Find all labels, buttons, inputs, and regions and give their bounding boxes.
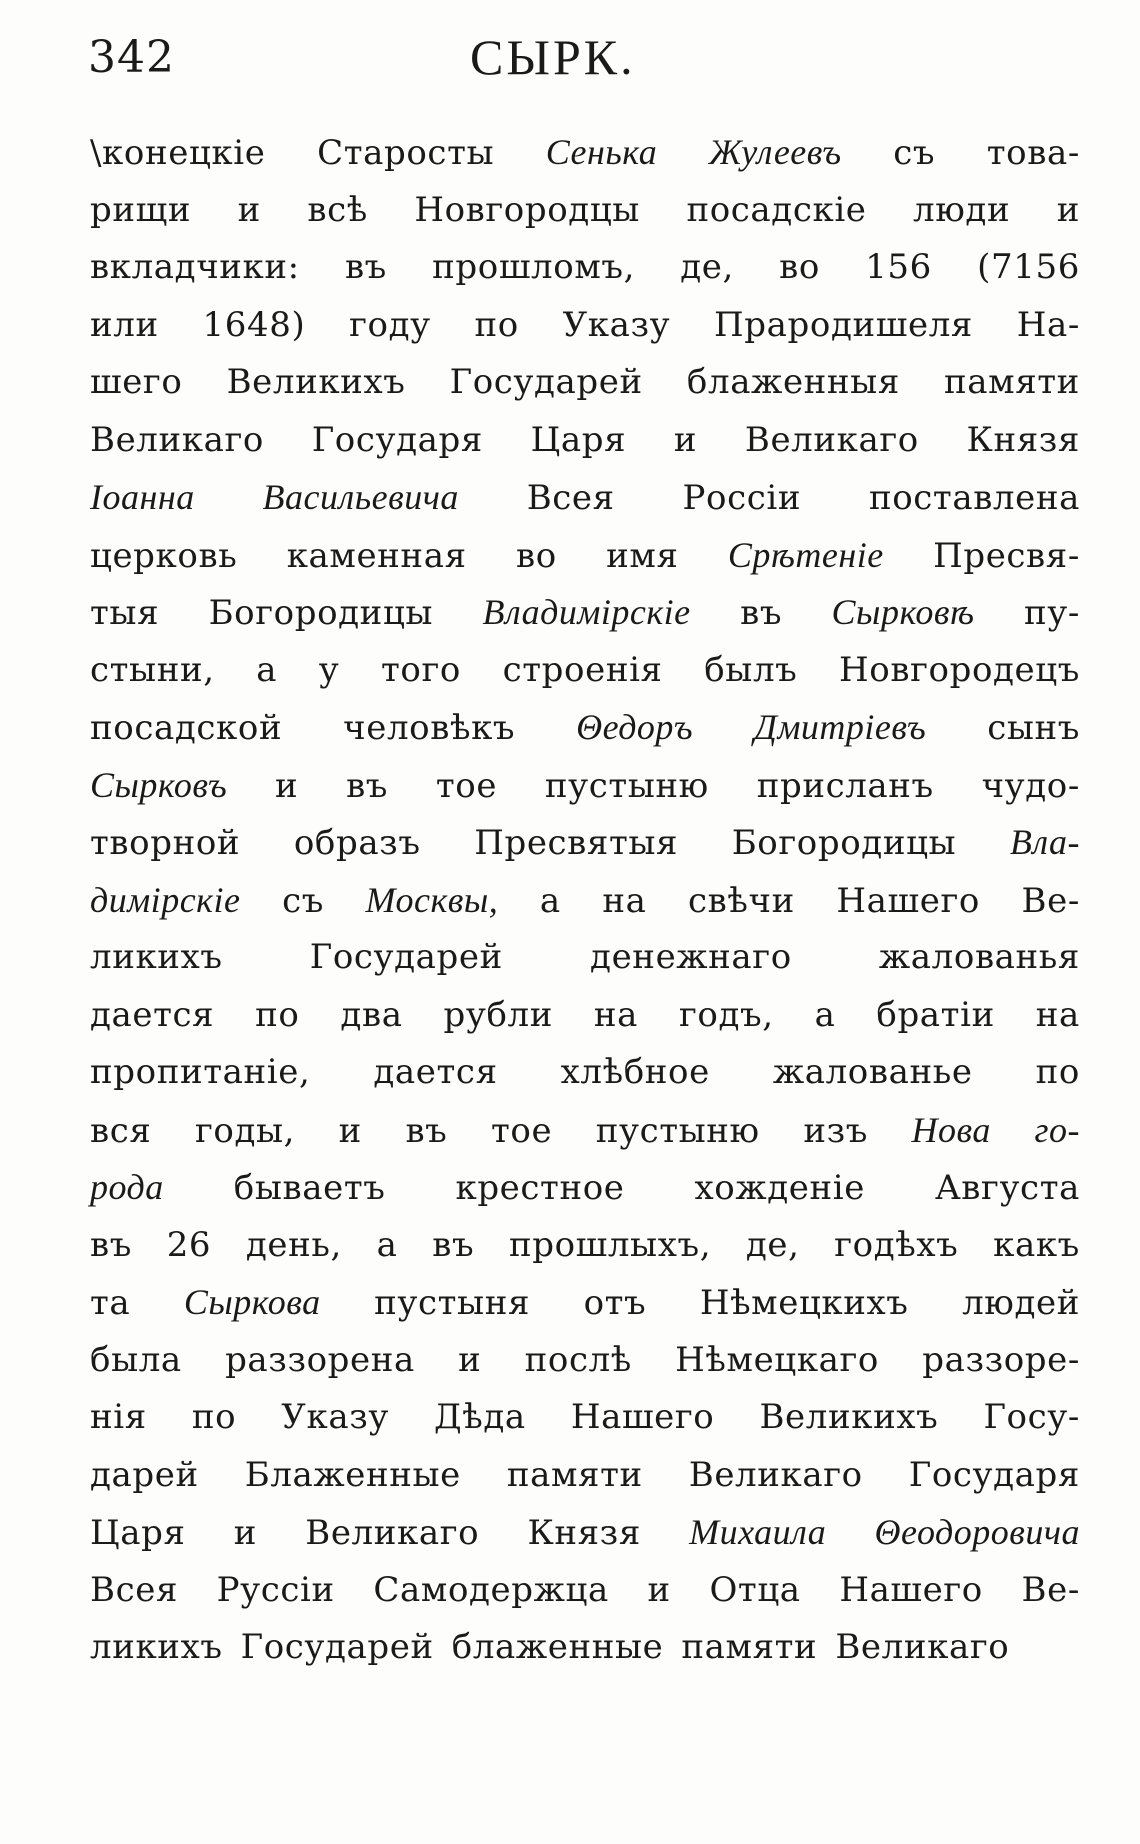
word: и [647, 1569, 671, 1610]
word: а [814, 994, 836, 1035]
word: была [90, 1339, 182, 1380]
italic-word: Дмитріевъ [754, 707, 927, 747]
word: по [1035, 1052, 1080, 1092]
page-number: 342 [88, 32, 175, 83]
word: и [458, 1339, 482, 1380]
word: въ [344, 247, 387, 287]
italic-word: Сыркова [183, 1282, 321, 1322]
word: Великаго [90, 419, 264, 460]
word: образъ [293, 823, 421, 863]
word: де, [680, 247, 734, 287]
text-line [90, 1619, 1080, 1677]
word: а [539, 880, 561, 921]
text-line [90, 1044, 1080, 1102]
word: (7156 [977, 247, 1080, 287]
text-line [90, 297, 1080, 355]
word: посадскіе [686, 189, 867, 230]
text-line [90, 757, 1080, 815]
word: вкладчики: [90, 247, 300, 287]
text-line [90, 1274, 1080, 1332]
word: жалованье [772, 1052, 973, 1092]
word: 156 [865, 247, 932, 287]
word: посадской [90, 708, 283, 748]
word: Царя [90, 1513, 186, 1553]
word: Ве- [1021, 1569, 1080, 1610]
word: тыя [90, 593, 160, 633]
word: Богородицы [731, 823, 957, 863]
word: братіи [876, 994, 995, 1035]
word: день, [245, 1224, 342, 1265]
word: по [191, 1397, 237, 1437]
word: жалованья [878, 937, 1080, 977]
text-line [90, 987, 1080, 1045]
word: всѣ [307, 189, 368, 230]
word: во [779, 247, 820, 287]
text-line [90, 1562, 1080, 1620]
word: Князя [527, 1513, 641, 1553]
text-line [90, 469, 1080, 527]
word: Самодержца [373, 1569, 609, 1610]
word: церковь [90, 535, 238, 576]
word: изъ [803, 1110, 868, 1151]
word: раззоре- [922, 1339, 1080, 1380]
word: прошлыхъ, [508, 1224, 712, 1265]
italic-word: Θедоръ [576, 707, 694, 747]
word: Нашего [839, 1569, 983, 1610]
word: вся [90, 1110, 152, 1151]
word: въ [740, 593, 783, 633]
word: крестное [455, 1168, 625, 1208]
word: стыни, [90, 649, 215, 690]
word: во [515, 535, 557, 576]
word: годы, [194, 1110, 296, 1151]
word: годѣхъ [834, 1224, 959, 1265]
word: въ [90, 1224, 132, 1265]
word: Царя [530, 419, 627, 460]
text-line [90, 1217, 1080, 1275]
word: и [338, 1110, 362, 1151]
word: \конецкіе [90, 133, 266, 173]
word: и [275, 765, 299, 806]
text-line [90, 412, 1080, 470]
italic-word: рода [90, 1167, 164, 1207]
word: отъ [583, 1283, 647, 1323]
word: Государей [240, 1627, 434, 1667]
word: Нашего [836, 880, 980, 921]
word: та [90, 1283, 131, 1323]
word: памяти [506, 1454, 643, 1495]
word: денежнаго [590, 937, 792, 977]
word: Нѣмецкихъ [699, 1283, 909, 1323]
word: Прародишеля [714, 304, 973, 345]
word: поставлена [868, 478, 1080, 518]
word: дарей [90, 1454, 199, 1495]
text-line [90, 124, 1080, 182]
italic-word: Жулеевъ [708, 132, 842, 172]
word: Великихъ [759, 1397, 939, 1437]
word: де, [745, 1224, 800, 1265]
word: рищи [90, 189, 192, 230]
word: Государя [311, 419, 483, 460]
text-line [90, 182, 1080, 240]
word: Госу- [983, 1397, 1080, 1437]
word: Великаго [835, 1627, 1010, 1667]
word: сынъ [987, 708, 1080, 748]
word: Пресвя- [933, 535, 1080, 576]
word: строенія [502, 649, 663, 690]
text-line [90, 1332, 1080, 1390]
italic-word: Васильевича [262, 477, 459, 517]
word: человѣкъ [343, 708, 516, 748]
word: Пресвятыя [474, 823, 679, 863]
word: блаженные [451, 1627, 664, 1667]
word: того [381, 649, 461, 690]
word: Нѣмецкаго [675, 1339, 879, 1380]
text-line [90, 1159, 1080, 1217]
italic-word: Владимірскіе [482, 592, 691, 632]
word: Нашего [570, 1397, 715, 1437]
word: тое [490, 1110, 553, 1151]
word: Блаженные [244, 1454, 461, 1495]
word: и [1056, 189, 1080, 230]
page-header [0, 28, 1140, 98]
word: Новгородецъ [839, 649, 1080, 690]
italic-word: Михаила [689, 1512, 827, 1552]
word: въ [405, 1110, 448, 1151]
text-line [90, 699, 1080, 757]
word: Указу [562, 304, 671, 345]
word: на [593, 994, 639, 1035]
word: году [349, 304, 431, 345]
italic-word: Сырковѣ [831, 592, 975, 632]
word: а [376, 1224, 398, 1265]
word: прошломъ, [432, 247, 636, 287]
word: блаженныя [686, 362, 900, 402]
word: дается [373, 1052, 498, 1092]
word: годъ, [678, 994, 774, 1035]
word: Указу [281, 1397, 389, 1437]
word: Князя [966, 419, 1080, 460]
word: бываетъ [233, 1168, 386, 1208]
word: пустыню [544, 765, 709, 806]
word: 26 [166, 1224, 212, 1265]
word: и [233, 1513, 258, 1553]
italic-word: Срѣтеніе [727, 534, 884, 575]
word: какъ [993, 1224, 1080, 1265]
word: на [602, 880, 647, 921]
italic-word: Іоанна [90, 477, 195, 517]
word: а [256, 649, 278, 690]
text-line [90, 1504, 1080, 1562]
italic-word: Москвы, [365, 879, 499, 920]
word: у [318, 649, 340, 690]
word: по [255, 994, 300, 1035]
word: Отца [709, 1569, 801, 1610]
word: Великаго [744, 419, 919, 460]
word: съ [282, 880, 324, 921]
word: дается [90, 994, 215, 1035]
body-text [90, 124, 1080, 1677]
word: и [237, 189, 261, 230]
word: былъ [704, 649, 798, 690]
text-line [90, 1389, 1080, 1447]
text-line [90, 239, 1080, 297]
word: каменная [286, 535, 467, 576]
italic-word: го- [1034, 1109, 1080, 1150]
word: памяти [944, 362, 1080, 402]
word: Великаго [305, 1513, 480, 1553]
text-line [90, 584, 1080, 642]
word: Ве- [1021, 880, 1080, 921]
word: раззорена [225, 1339, 415, 1380]
text-line [90, 872, 1080, 930]
word: Россіи [682, 478, 802, 518]
word: присланъ [756, 765, 934, 806]
italic-word: Θеодоровича [874, 1512, 1080, 1552]
italic-word: Сырковъ [90, 764, 228, 805]
word: Богородицы [208, 593, 434, 633]
running-title: СЫРК. [470, 29, 636, 85]
italic-word: Сенька [545, 132, 658, 172]
word: рубли [443, 994, 553, 1035]
text-line [90, 929, 1080, 987]
word: творной [90, 823, 241, 863]
word: пропитаніе, [90, 1052, 311, 1092]
italic-word: Нова [911, 1109, 991, 1150]
word: памяти [681, 1627, 818, 1667]
word: 1648) [202, 304, 306, 345]
word: Всея [526, 478, 615, 518]
word: На- [1016, 304, 1080, 345]
word: Государей [309, 937, 503, 977]
word: хлѣбное [560, 1052, 710, 1092]
word: това- [986, 133, 1080, 173]
text-line [90, 527, 1080, 585]
word: шего [90, 362, 183, 402]
italic-word: Вла- [1009, 822, 1080, 862]
word: тое [435, 765, 498, 806]
word: пустыня [374, 1283, 531, 1323]
word: и [673, 419, 698, 460]
word: нія [90, 1397, 147, 1437]
text-line [90, 354, 1080, 412]
word: Великихъ [226, 362, 406, 402]
text-line [90, 814, 1080, 872]
word: въ [346, 765, 389, 806]
word: свѣчи [688, 880, 795, 921]
text-line [90, 1447, 1080, 1505]
word: люди [913, 189, 1011, 230]
word: Августа [934, 1168, 1080, 1208]
italic-word: димірскіе [90, 879, 241, 920]
word: пустыню [595, 1110, 760, 1151]
word: два [340, 994, 403, 1035]
text-line [90, 642, 1080, 700]
text-line [90, 1102, 1080, 1160]
word: хожденіе [694, 1168, 865, 1208]
word: съ [893, 133, 936, 173]
word: людей [962, 1283, 1080, 1323]
word: Великаго [688, 1454, 863, 1495]
word: чудо- [981, 765, 1080, 806]
word: Государя [908, 1454, 1080, 1495]
word: въ [432, 1224, 475, 1265]
word: Старосты [317, 133, 495, 173]
word: Дѣда [434, 1397, 526, 1437]
word: ликихъ [90, 937, 223, 977]
word: на [1035, 994, 1080, 1035]
word: по [474, 304, 519, 345]
word: ликихъ [90, 1627, 223, 1667]
word: Государей [449, 362, 643, 402]
word: Всея [90, 1569, 178, 1610]
word: Новгородцы [414, 189, 640, 230]
word: пу- [1024, 593, 1080, 633]
word: Руссіи [216, 1569, 335, 1610]
word: или [90, 304, 159, 345]
word: имя [606, 535, 679, 576]
word: послѣ [524, 1339, 632, 1380]
